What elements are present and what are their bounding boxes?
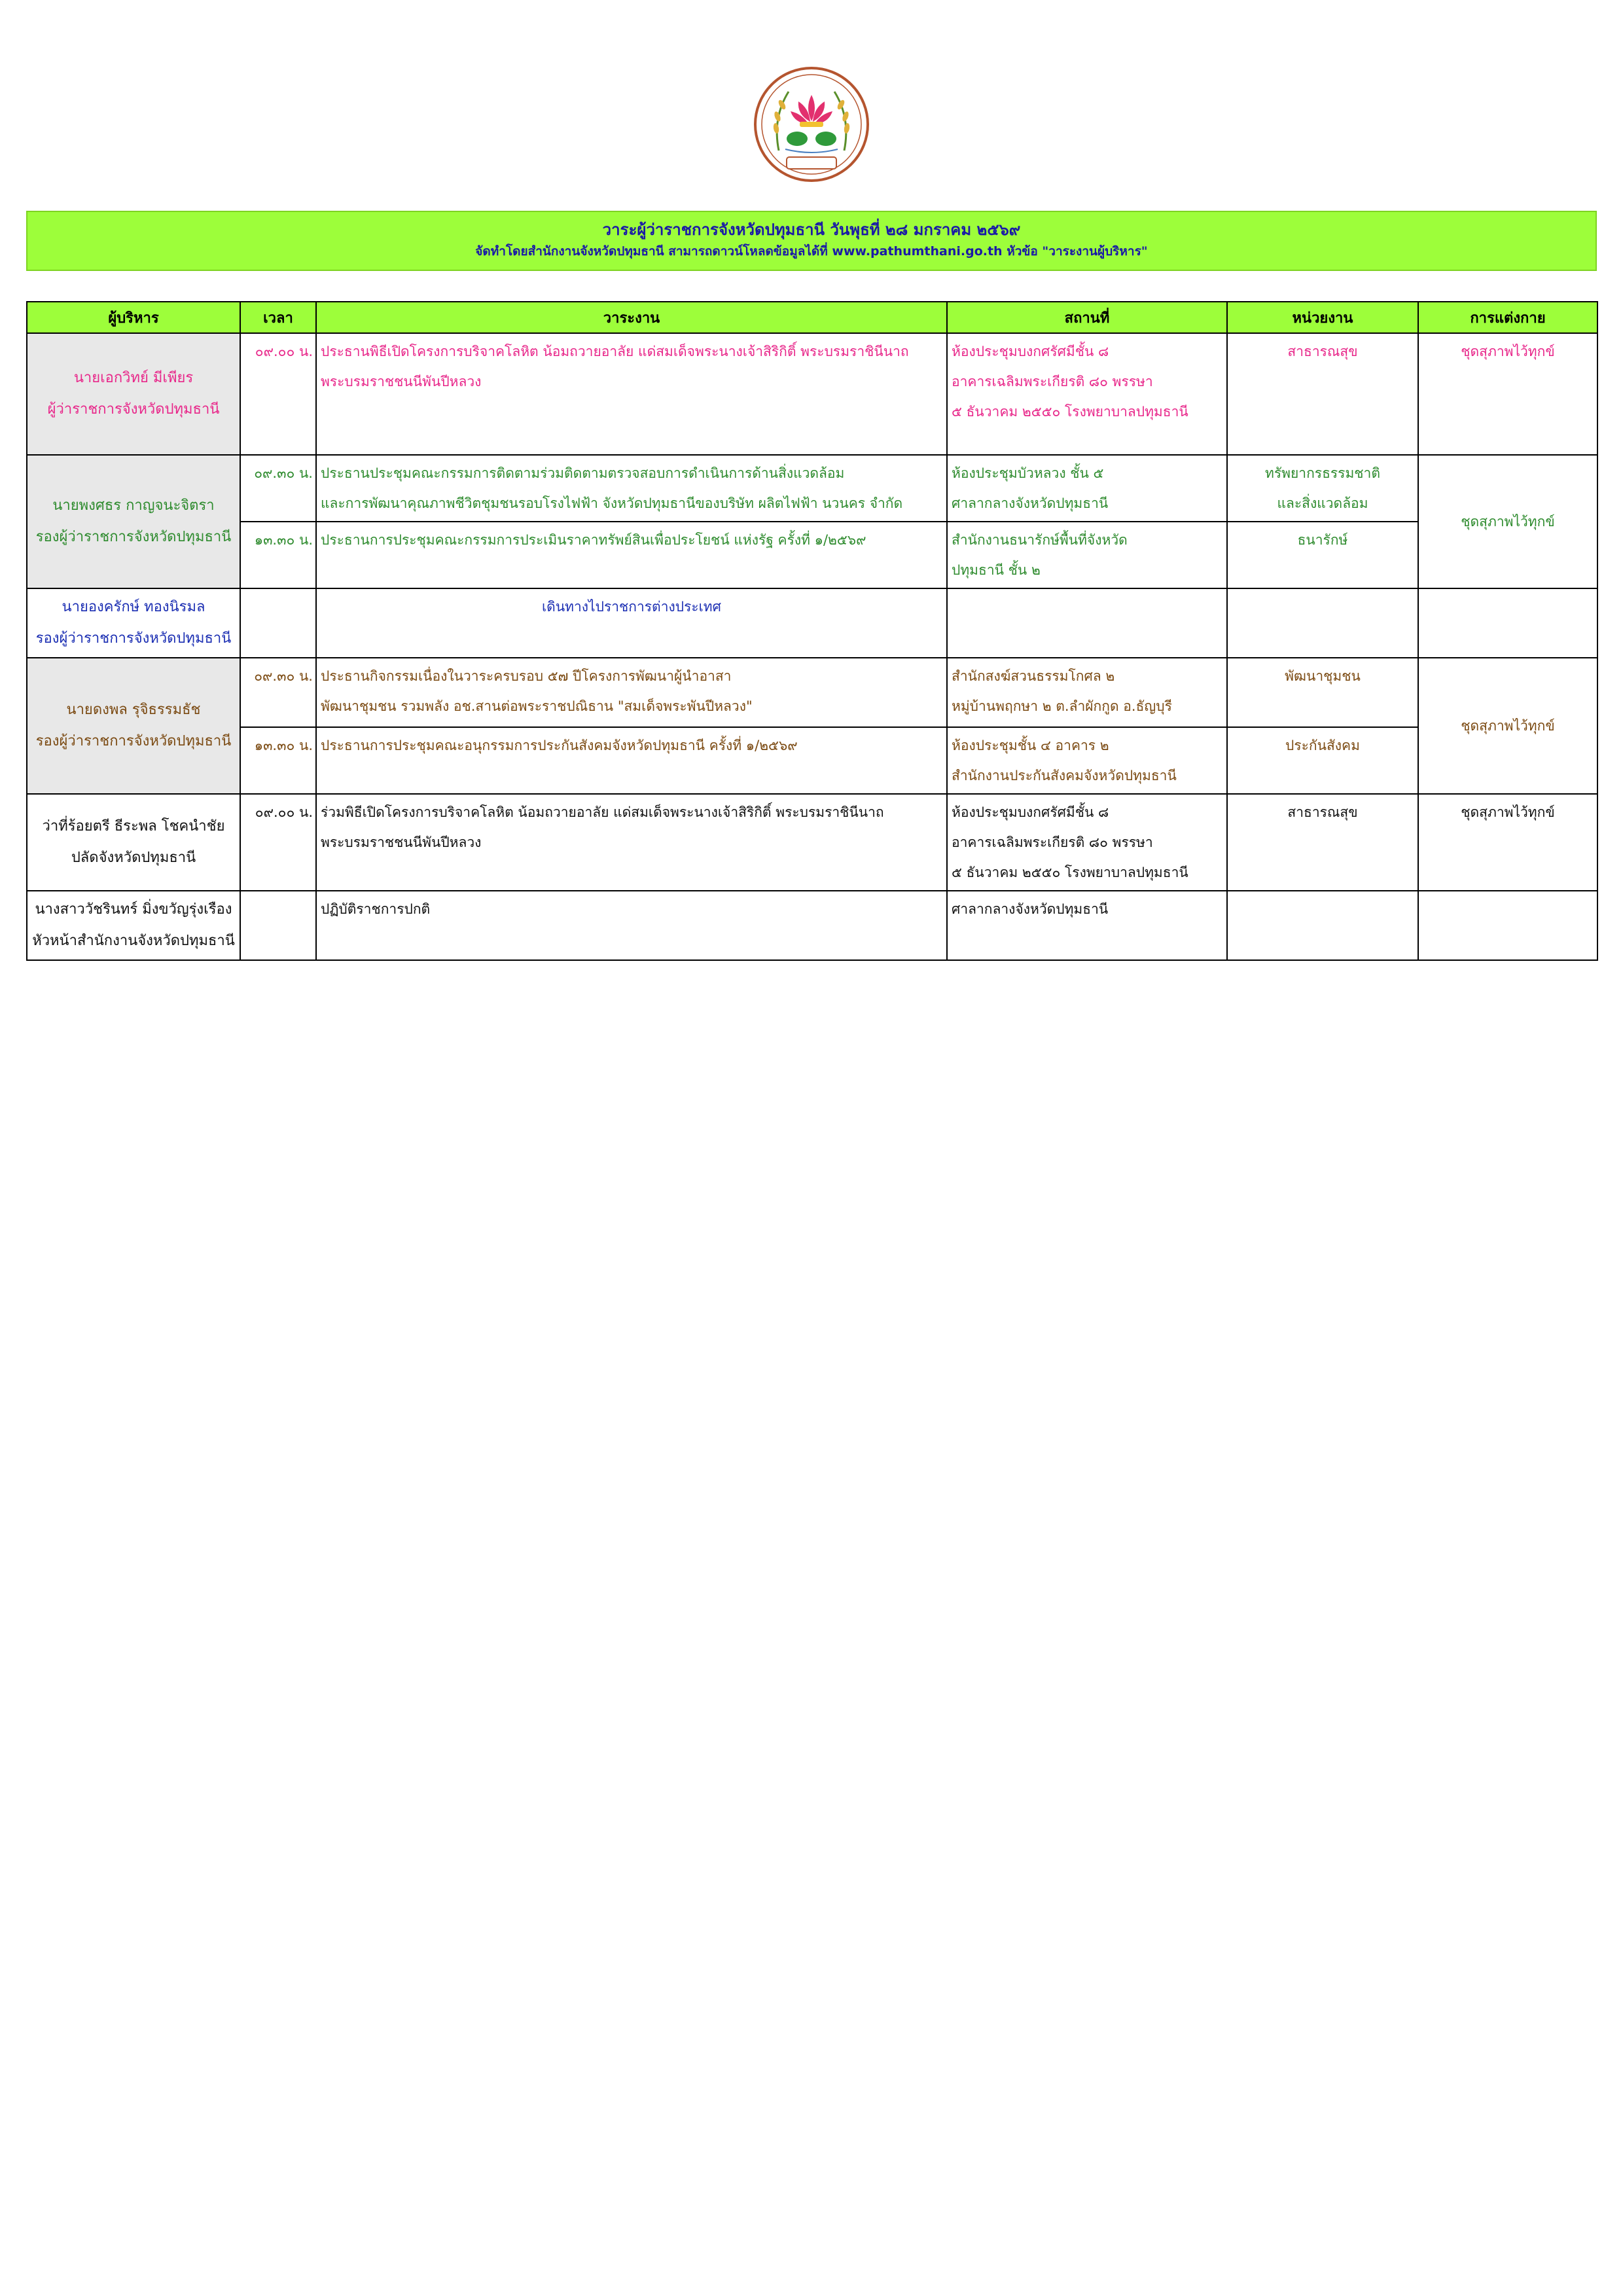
executive-name: นางสาววัชรินทร์ มิ่งขวัญรุ่งเรือง: [35, 901, 232, 918]
agenda-line: ประธานพิธีเปิดโครงการบริจาคโลหิต น้อมถวายอาลัย แด่สมเด็จพระนางเจ้าสิริกิติ์ พระบรมราชินีนาถ: [321, 344, 909, 359]
executive-name: นายดงพล รุจิธรรมธัช: [66, 702, 201, 718]
executive-title: หัวหน้าสำนักงานจังหวัดปทุมธานี: [32, 933, 235, 949]
place-cell: [947, 727, 1227, 794]
place-line: ห้องประชุมชั้น ๔ อาคาร ๒: [952, 738, 1109, 753]
unit-cell: พัฒนาชุมชน: [1227, 658, 1418, 727]
unit-cell: [1227, 891, 1418, 960]
agenda-line: ประธานการประชุมคณะกรรมการประเมินราคาทรัพย์สินเพื่อประโยชน์ แห่งรัฐ ครั้งที่ ๑/๒๕๖๙: [321, 532, 866, 548]
column-header-time: เวลา: [240, 302, 316, 333]
time-cell: ๑๓.๓๐ น.: [240, 727, 316, 794]
page-subtitle: จัดทำโดยสำนักงานจังหวัดปทุมธานี สามารถดาวน์โหลดข้อมูลได้ที่ www.pathumthani.go.th หัวข้อ "วาระงานผู้บริหาร": [475, 244, 1148, 259]
table-row: [27, 455, 1597, 522]
place-line: อาคารเฉลิมพระเกียรติ ๘๐ พรรษา: [952, 834, 1153, 850]
executive-title: รองผู้ว่าราชการจังหวัดปทุมธานี: [35, 630, 232, 647]
place-line: ห้องประชุมบงกศรัศมีชั้น ๘: [952, 804, 1109, 820]
place-cell: ศาลากลางจังหวัดปทุมธานี: [947, 891, 1227, 960]
agenda-line: พระบรมราชชนนีพันปีหลวง: [321, 834, 482, 850]
place-line: ศาลากลางจังหวัดปทุมธานี: [952, 495, 1109, 511]
dress-cell: ชุดสุภาพไว้ทุกข์: [1418, 794, 1597, 891]
executive-cell: [27, 588, 240, 658]
dress-cell: ชุดสุภาพไว้ทุกข์: [1418, 658, 1597, 794]
agenda-line: ประธานการประชุมคณะอนุกรรมการประกันสังคมจังหวัดปทุมธานี ครั้งที่ ๑/๒๕๖๙: [321, 738, 798, 753]
agenda-line: พระบรมราชชนนีพันปีหลวง: [321, 374, 482, 389]
agenda-line: ประธานกิจกรรมเนื่องในวาระครบรอบ ๕๗ ปีโครงการพัฒนาผู้นำอาสา: [321, 668, 732, 684]
executive-cell: [27, 455, 240, 588]
agenda-cell: [316, 727, 947, 794]
executive-title: รองผู้ว่าราชการจังหวัดปทุมธานี: [35, 529, 232, 545]
place-line: ห้องประชุมบงกศรัศมีชั้น ๘: [952, 344, 1109, 359]
table-row: [27, 333, 1597, 455]
time-cell: ๐๙.๓๐ น.: [240, 658, 316, 727]
agenda-cell: [316, 794, 947, 891]
agenda-line: ประธานประชุมคณะกรรมการติดตามร่วมติดตามตรวจสอบการดำเนินการด้านสิ่งแวดล้อม: [321, 465, 845, 481]
unit-cell: [1227, 455, 1418, 522]
agenda-line: และการพัฒนาคุณภาพชีวิตชุมชนรอบโรงไฟฟ้า จังหวัดปทุมธานีของบริษัท ผลิตไฟฟ้า นวนคร จำกัด: [321, 495, 903, 511]
table-row: [27, 891, 1597, 960]
place-line: ปทุมธานี ชั้น ๒: [952, 562, 1041, 578]
time-cell: ๑๓.๓๐ น.: [240, 522, 316, 588]
executive-title: รองผู้ว่าราชการจังหวัดปทุมธานี: [35, 733, 232, 749]
column-header-unit: หน่วยงาน: [1227, 302, 1418, 333]
executive-name: นายเอกวิทย์ มีเพียร: [73, 370, 194, 386]
dress-cell: ชุดสุภาพไว้ทุกข์: [1418, 455, 1597, 588]
place-line: อาคารเฉลิมพระเกียรติ ๘๐ พรรษา: [952, 374, 1153, 389]
dress-cell: [1418, 891, 1597, 960]
column-header-place: สถานที่: [947, 302, 1227, 333]
agenda-cell: [316, 333, 947, 455]
executive-cell: [27, 891, 240, 960]
column-header-agenda: วาระงาน: [316, 302, 947, 333]
unit-cell: [1227, 588, 1418, 658]
place-cell: [947, 333, 1227, 455]
place-line: สำนักงานธนารักษ์พื้นที่จังหวัด: [952, 532, 1128, 548]
place-line: สำนักงานประกันสังคมจังหวัดปทุมธานี: [952, 768, 1177, 783]
executive-title: ปลัดจังหวัดปทุมธานี: [71, 850, 196, 866]
unit-cell: สาธารณสุข: [1227, 794, 1418, 891]
table-row: [27, 658, 1597, 727]
executive-title: ผู้ว่าราชการจังหวัดปทุมธานี: [47, 401, 220, 418]
agenda-cell: ปฏิบัติราชการปกติ: [316, 891, 947, 960]
agenda-cell: [316, 455, 947, 522]
pathumthani-seal-logo: [753, 65, 870, 183]
time-cell: ๐๙.๓๐ น.: [240, 455, 316, 522]
header-banner: [26, 211, 1597, 271]
table-row: [27, 588, 1597, 658]
place-cell: [947, 455, 1227, 522]
place-line: ๕ ธันวาคม ๒๕๕๐ โรงพยาบาลปทุมธานี: [952, 865, 1188, 880]
page-title: วาระผู้ว่าราชการจังหวัดปทุมธานี วันพุธที่ ๒๘ มกราคม ๒๕๖๙: [602, 221, 1021, 239]
place-line: สำนักสงฆ์สวนธรรมโกศล ๒: [952, 668, 1115, 684]
unit-cell: ธนารักษ์: [1227, 522, 1418, 588]
column-header-dress: การแต่งกาย: [1418, 302, 1597, 333]
agenda-cell: เดินทางไปราชการต่างประเทศ: [316, 588, 947, 658]
unit-cell: ประกันสังคม: [1227, 727, 1418, 794]
table-row: [27, 727, 1597, 794]
dress-cell: [1418, 588, 1597, 658]
table-row: [27, 794, 1597, 891]
time-cell: ๐๙.๐๐ น.: [240, 794, 316, 891]
executive-cell: [27, 794, 240, 891]
time-cell: [240, 588, 316, 658]
dress-cell: ชุดสุภาพไว้ทุกข์: [1418, 333, 1597, 455]
place-line: หมู่บ้านพฤกษา ๒ ต.ลำผักกูด อ.ธัญบุรี: [952, 698, 1172, 714]
place-cell: [947, 794, 1227, 891]
place-line: ห้องประชุมบัวหลวง ชั้น ๕: [952, 465, 1104, 481]
executive-cell: [27, 333, 240, 455]
executive-name: ว่าที่ร้อยตรี ธีระพล โชคนำชัย: [42, 818, 225, 834]
agenda-cell: [316, 658, 947, 727]
agenda-line: พัฒนาชุมชน รวมพลัง อช.สานต่อพระราชปณิธาน "สมเด็จพระพันปีหลวง": [321, 698, 753, 714]
executive-name: นายพงศธร กาญจนะจิตรา: [52, 497, 215, 514]
schedule-table: [26, 301, 1598, 961]
executive-cell: [27, 658, 240, 794]
time-cell: ๐๙.๐๐ น.: [240, 333, 316, 455]
unit-cell: สาธารณสุข: [1227, 333, 1418, 455]
place-cell: [947, 588, 1227, 658]
time-cell: [240, 891, 316, 960]
agenda-line: ร่วมพิธีเปิดโครงการบริจาคโลหิต น้อมถวายอาลัย แด่สมเด็จพระนางเจ้าสิริกิติ์ พระบรมราชินีนาถ: [321, 804, 884, 820]
column-header-executive: ผู้บริหาร: [27, 302, 240, 333]
unit-line: ทรัพยากรธรรมชาติ: [1265, 465, 1380, 481]
place-line: ๕ ธันวาคม ๒๕๕๐ โรงพยาบาลปทุมธานี: [952, 404, 1188, 420]
place-cell: [947, 658, 1227, 727]
place-cell: [947, 522, 1227, 588]
agenda-cell: [316, 522, 947, 588]
table-row: [27, 522, 1597, 588]
unit-line: และสิ่งแวดล้อม: [1277, 495, 1368, 511]
executive-name: นายองครักษ์ ทองนิรมล: [62, 599, 205, 615]
table-header-row: [27, 302, 1597, 333]
